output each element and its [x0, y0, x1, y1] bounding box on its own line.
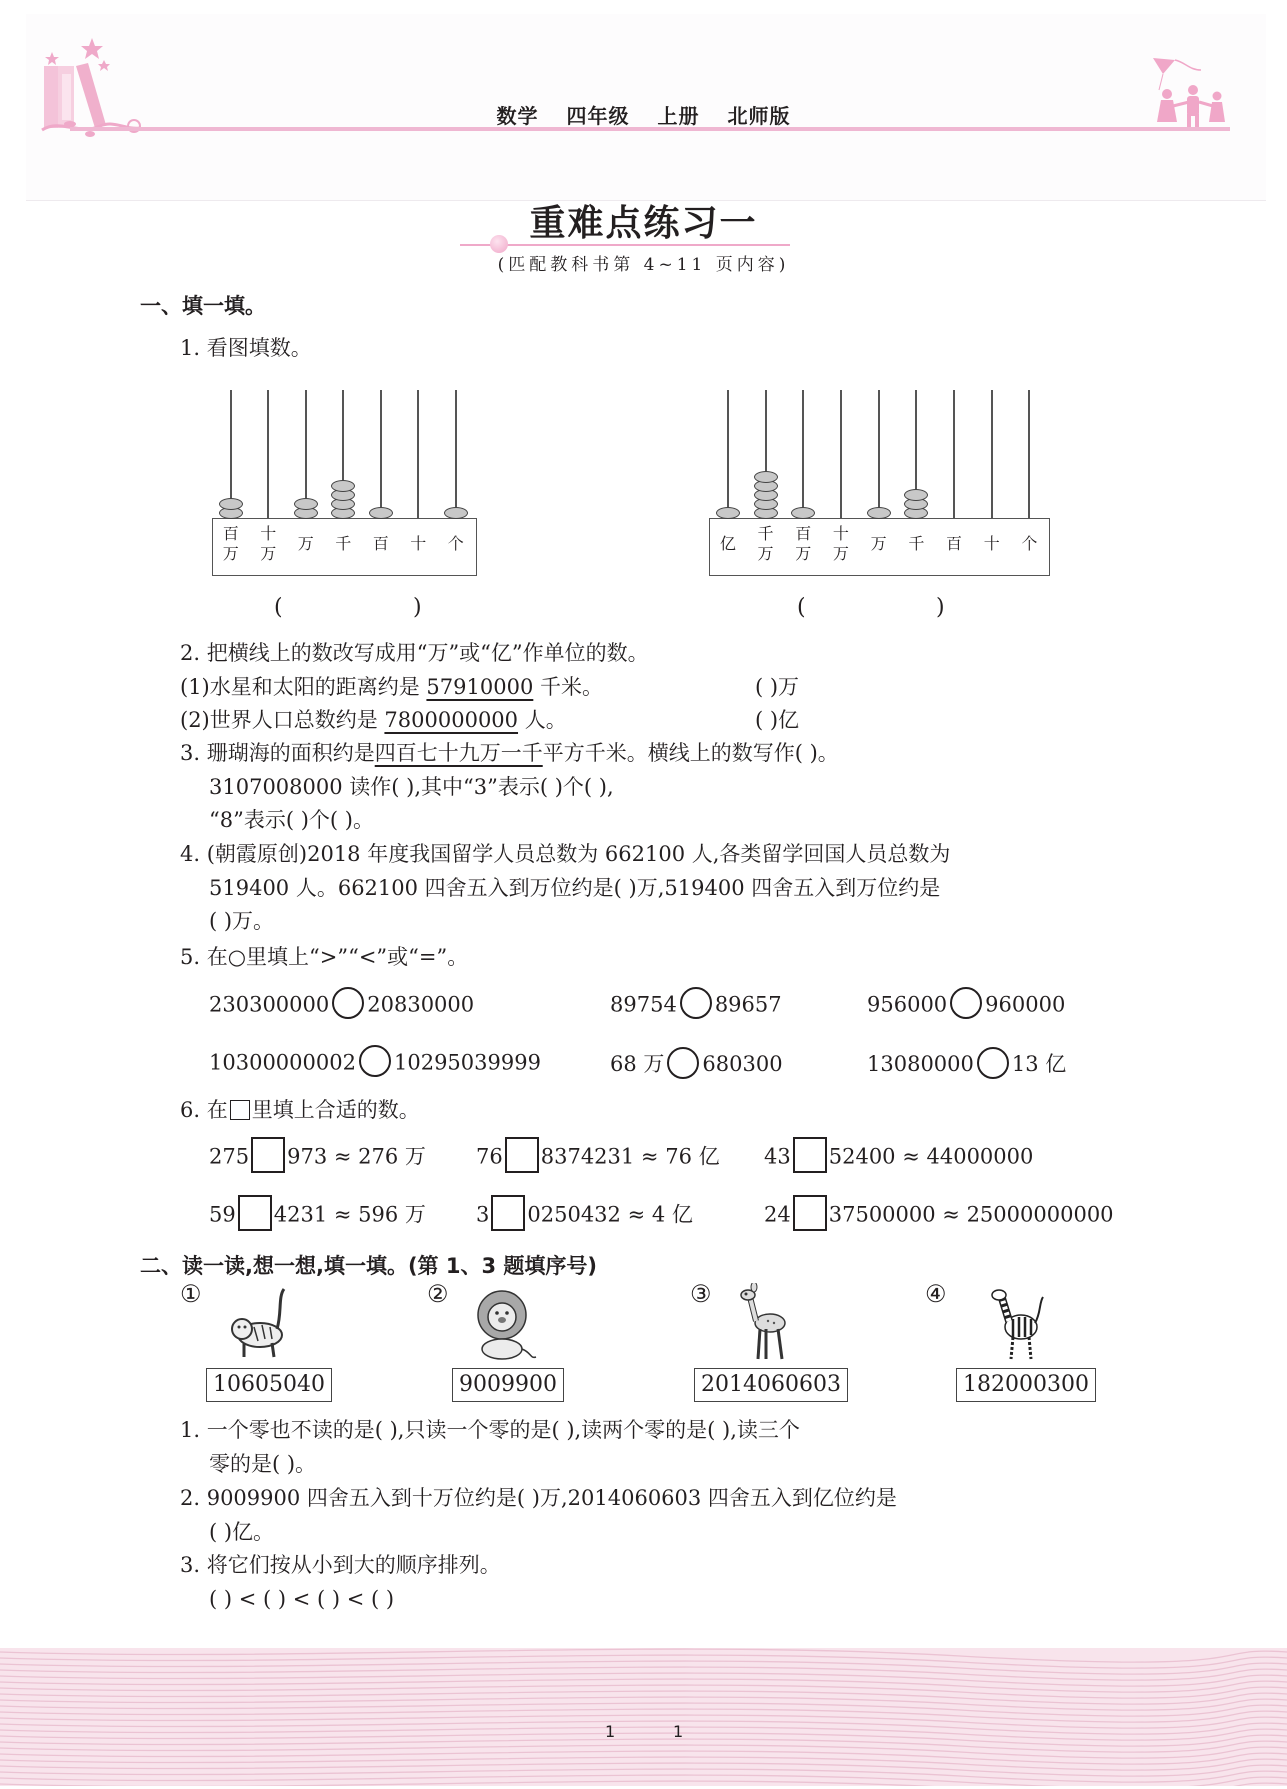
animal-number-box: 10605040: [206, 1368, 332, 1402]
q3-text: 3. 珊瑚海的面积约是: [180, 741, 375, 765]
abacus-place-label: 十 万: [832, 524, 849, 563]
abacus-rod: [267, 390, 269, 518]
s2-q1-line1: 1. 一个零也不读的是( ),只读一个零的是( ),读两个零的是( ),读三个: [180, 1418, 800, 1442]
volume: 上册: [657, 104, 700, 128]
estimation-item: [209, 1198, 426, 1234]
comparison-item: [209, 990, 474, 1022]
estimation-item: [476, 1198, 693, 1234]
abacus-place-label: 百: [946, 534, 963, 553]
q6-label-post: 里填上合适的数。: [251, 1098, 420, 1122]
abacus-bead: [294, 498, 318, 510]
abacus-rod: [455, 390, 457, 518]
animal-index-mark: ①: [180, 1280, 202, 1308]
compare-circle-input[interactable]: [359, 1045, 391, 1077]
digit-box-input[interactable]: [793, 1195, 827, 1231]
section-2-heading: 二、读一读,想一想,填一填。(第 1、3 题填序号): [140, 1254, 597, 1278]
q3-line3: “8”表示( )个( )。: [209, 808, 374, 832]
s2-q3-line1: 3. 将它们按从小到大的顺序排列。: [180, 1553, 501, 1577]
estimation-suffix: 37500000 ≈ 25000000000: [828, 1202, 1114, 1227]
compare-circle-input[interactable]: [667, 1047, 699, 1079]
abacus-rod: [380, 390, 382, 518]
abacus-place-label: 个: [1021, 534, 1038, 553]
abacus-rod: [802, 390, 804, 518]
grade: 四年级: [566, 104, 630, 128]
q4-line2: 519400 人。662100 四舍五入到万位约是( )万,519400 四舍五入到万位约是: [209, 876, 941, 900]
estimation-suffix: 0250432 ≈ 4 亿: [527, 1202, 693, 1227]
section-1-heading: 一、填一填。: [140, 294, 266, 318]
abacus-place-label: 百: [372, 534, 389, 553]
comparison-right: 680300: [702, 1052, 783, 1076]
q2-part1-text: (1)水星和太阳的距离约是: [180, 675, 427, 699]
compare-circle-input[interactable]: [680, 987, 712, 1019]
abacus-place-label: 十: [983, 534, 1000, 553]
q3-line2: 3107008000 读作( ),其中“3”表示( )个( ),: [209, 775, 614, 799]
abacus-place-label: 千: [908, 534, 925, 553]
abacus-place-label: 十 万: [260, 524, 277, 563]
tiger-icon: [222, 1283, 292, 1363]
estimation-prefix: 43: [764, 1144, 791, 1169]
q6-label-pre: 6. 在: [180, 1098, 228, 1122]
comparison-item: [867, 990, 1065, 1022]
abacus-place-label: 百 万: [222, 524, 239, 563]
q3-line1: [180, 738, 839, 768]
q2-part2: [180, 705, 567, 735]
comparison-right: 960000: [985, 992, 1066, 1017]
page-subtitle: (匹配教科书第 4~11 页内容): [497, 255, 790, 275]
page-number-left: 1: [605, 1722, 616, 1741]
estimation-item: [476, 1140, 720, 1176]
comparison-right: 13 亿: [1011, 1052, 1067, 1076]
q1-left-answer-open: (: [274, 595, 283, 620]
animal-index-mark: ②: [427, 1280, 449, 1308]
q2-part2-answer[interactable]: ( )亿: [755, 708, 800, 732]
digit-box-input[interactable]: [793, 1137, 827, 1173]
abacus-place-label: 万: [297, 534, 314, 553]
s2-q3-line2: ( ) < ( ) < ( ) < ( ): [209, 1587, 395, 1611]
q2-part1-number: 57910000: [426, 675, 534, 699]
zebra-icon: [985, 1283, 1055, 1363]
q2-part1: [180, 672, 603, 702]
abacus-bead: [716, 507, 740, 519]
estimation-item: [209, 1140, 426, 1176]
abacus-place-label: 十: [410, 534, 427, 553]
abacus-place-label: 个: [447, 534, 464, 553]
comparison-left: 89754: [610, 992, 677, 1017]
digit-box-input[interactable]: [251, 1137, 285, 1173]
comparison-left: 13080000: [867, 1052, 974, 1076]
estimation-prefix: 24: [764, 1202, 791, 1227]
lion-icon: [470, 1283, 540, 1363]
estimation-suffix: 8374231 ≈ 76 亿: [540, 1144, 720, 1169]
q3-text-post: 平方千米。横线上的数写作( )。: [542, 741, 839, 765]
q2-part1-answer[interactable]: ( )万: [755, 675, 800, 699]
q2-part2-number: 7800000000: [384, 708, 519, 732]
estimation-prefix: 3: [476, 1202, 490, 1227]
q2-part1-unit: 千米。: [533, 675, 603, 699]
estimation-prefix: 59: [209, 1202, 236, 1227]
book-info: [0, 100, 1287, 129]
abacus-left: [212, 390, 474, 575]
abacus-bead: [867, 507, 891, 519]
q3-underlined-number: 四百七十九万一千: [374, 741, 543, 765]
compare-circle-input[interactable]: [950, 987, 982, 1019]
compare-circle-input[interactable]: [332, 987, 364, 1019]
s2-q2-line1: 2. 9009900 四舍五入到十万位约是( )万,2014060603 四舍五入到亿位约是: [180, 1486, 897, 1510]
estimation-prefix: 275: [209, 1144, 250, 1169]
digit-box-input[interactable]: [238, 1195, 272, 1231]
abacus-place-label: 千 万: [757, 524, 774, 563]
q5-label: 5. 在○里填上“>”“<”或“=”。: [180, 945, 469, 969]
footer-wave-band: [0, 1648, 1287, 1786]
abacus-rod: [953, 390, 955, 518]
abacus-bead: [444, 507, 468, 519]
deer-icon: [730, 1283, 800, 1363]
abacus-place-label: 万: [870, 534, 887, 553]
comparison-right: 20830000: [367, 992, 475, 1017]
subject: 数学: [496, 104, 539, 128]
comparison-item: [867, 1048, 1066, 1082]
abacus-bead: [754, 471, 778, 483]
comparison-right: 10295039999: [393, 1050, 541, 1075]
q2-label: 2. 把横线上的数改写成用“万”或“亿”作单位的数。: [180, 641, 649, 665]
abacus-rod: [727, 390, 729, 518]
q1-label: 1. 看图填数。: [180, 336, 312, 360]
digit-box-input[interactable]: [491, 1195, 525, 1231]
comparison-right: 89657: [714, 992, 782, 1017]
animal-number-box: 2014060603: [694, 1368, 848, 1402]
abacus-place-label: 千: [335, 534, 352, 553]
q1-right-answer-input[interactable]: [815, 598, 930, 624]
comparison-item: [209, 1048, 541, 1080]
comparison-left: 10300000002: [209, 1050, 356, 1075]
q1-right-answer-open: (: [797, 595, 806, 620]
q1-left-answer-input[interactable]: [292, 598, 407, 624]
comparison-left: 230300000: [209, 992, 330, 1017]
title-underline: [460, 244, 790, 246]
animal-number-box: 182000300: [956, 1368, 1096, 1402]
abacus-rod: [1028, 390, 1030, 518]
page-number-right: 1: [673, 1722, 684, 1741]
q2-part2-unit: 人。: [518, 708, 567, 732]
compare-circle-input[interactable]: [977, 1047, 1009, 1079]
q6-label: [180, 1095, 420, 1125]
estimation-item: [764, 1198, 1114, 1234]
abacus-rod: [991, 390, 993, 518]
q4-line1: 4. (朝霞原创)2018 年度我国留学人员总数为 662100 人,各类留学回国人员总数为: [180, 842, 951, 866]
s2-q2-line2: ( )亿。: [209, 1520, 275, 1544]
s2-q1-line2: 零的是( )。: [209, 1452, 317, 1476]
animal-index-mark: ③: [690, 1280, 712, 1308]
q4-line3: ( )万。: [209, 909, 275, 933]
animal-index-mark: ④: [925, 1280, 947, 1308]
q2-part2-text: (2)世界人口总数约是: [180, 708, 385, 732]
wave-pattern-icon: [0, 1648, 1287, 1786]
estimation-suffix: 4231 ≈ 596 万: [273, 1202, 426, 1227]
abacus-bead: [369, 507, 393, 519]
abacus-rod: [417, 390, 419, 518]
comparison-item: [610, 1048, 783, 1082]
q1-right-answer-close: ): [936, 595, 945, 620]
estimation-item: [764, 1140, 1033, 1176]
page-title: 重难点练习一: [529, 202, 758, 244]
abacus-rod: [840, 390, 842, 518]
abacus-rod: [878, 390, 880, 518]
comparison-left: 956000: [867, 992, 948, 1017]
comparison-left: 68 万: [610, 1052, 665, 1076]
estimation-prefix: 76: [476, 1144, 503, 1169]
estimation-suffix: 52400 ≈ 44000000: [828, 1144, 1034, 1169]
abacus-bead: [219, 498, 243, 510]
q1-left-answer-close: ): [413, 595, 422, 620]
digit-box-input[interactable]: [505, 1137, 539, 1173]
animal-number-box: 9009900: [452, 1368, 564, 1402]
comparison-item: [610, 990, 782, 1022]
edition: 北师版: [727, 104, 791, 128]
abacus-right: [709, 390, 1049, 575]
square-icon: [230, 1100, 250, 1120]
abacus-place-label: 亿: [719, 534, 736, 553]
estimation-suffix: 973 ≈ 276 万: [287, 1144, 426, 1169]
abacus-place-label: 百 万: [795, 524, 812, 563]
